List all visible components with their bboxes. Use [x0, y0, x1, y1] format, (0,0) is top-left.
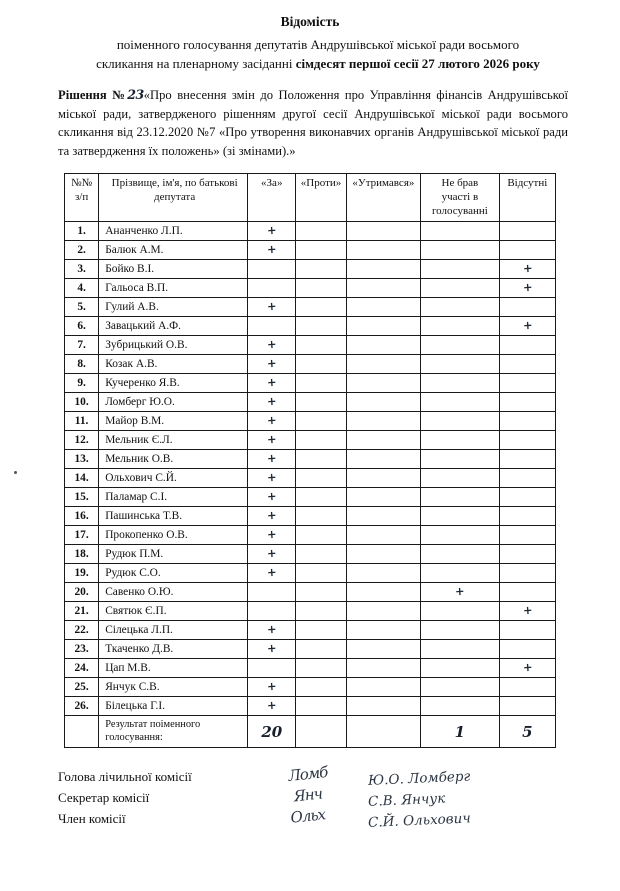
deputy-name: Святюк Є.П.	[99, 602, 248, 621]
vote-vidsutni: +	[499, 279, 555, 298]
column-header-proty: «Проти»	[296, 174, 346, 222]
deputy-name: Білецька Г.І.	[99, 697, 248, 716]
vote-utrymavsya	[346, 317, 420, 336]
decision-label: Рішення №	[58, 87, 128, 102]
vote-proty	[296, 564, 346, 583]
vote-utrymavsya	[346, 621, 420, 640]
vote-proty	[296, 640, 346, 659]
vote-vidsutni	[499, 583, 555, 602]
vote-nebrav	[421, 317, 499, 336]
deputy-number: 19.	[65, 564, 99, 583]
deputy-number: 18.	[65, 545, 99, 564]
deputy-number: 26.	[65, 697, 99, 716]
table-row	[65, 488, 556, 507]
table-row	[65, 583, 556, 602]
vote-vidsutni: +	[499, 317, 555, 336]
vote-utrymavsya	[346, 336, 420, 355]
vote-vidsutni	[499, 488, 555, 507]
deputy-number: 1.	[65, 222, 99, 241]
vote-za: +	[248, 336, 296, 355]
deputy-number: 16.	[65, 507, 99, 526]
table-row	[65, 564, 556, 583]
vote-nebrav	[421, 241, 499, 260]
deputy-name: Майор В.М.	[99, 412, 248, 431]
deputy-number: 13.	[65, 450, 99, 469]
column-header-nebrav-line3: голосуванні	[431, 204, 488, 217]
signature-mark: Ольх	[289, 805, 326, 828]
column-header-za: «За»	[248, 174, 296, 222]
vote-proty	[296, 678, 346, 697]
table-row	[65, 507, 556, 526]
subtitle-line-2-prefix: скликання на пленарному засіданні	[96, 55, 296, 71]
deputy-number: 14.	[65, 469, 99, 488]
signature-name: С.Й. Ольхович	[367, 810, 472, 832]
vote-utrymavsya	[346, 488, 420, 507]
vote-nebrav	[421, 469, 499, 488]
vote-nebrav	[421, 564, 499, 583]
deputy-number: 6.	[65, 317, 99, 336]
vote-utrymavsya	[346, 678, 420, 697]
vote-nebrav	[421, 412, 499, 431]
vote-utrymavsya	[346, 260, 420, 279]
vote-nebrav	[421, 222, 499, 241]
deputy-name: Мельник О.В.	[99, 450, 248, 469]
vote-za: +	[248, 697, 296, 716]
signature-role: Голова лічильної комісії	[58, 769, 192, 785]
table-row	[65, 526, 556, 545]
table-row	[65, 545, 556, 564]
result-proty	[296, 716, 346, 748]
table-header	[65, 174, 556, 222]
vote-proty	[296, 431, 346, 450]
table-row	[65, 374, 556, 393]
vote-nebrav	[421, 450, 499, 469]
deputy-name: Балюк А.М.	[99, 241, 248, 260]
vote-proty	[296, 317, 346, 336]
table-row	[65, 621, 556, 640]
deputy-number: 11.	[65, 412, 99, 431]
vote-vidsutni	[499, 640, 555, 659]
vote-nebrav	[421, 431, 499, 450]
vote-proty	[296, 507, 346, 526]
deputy-name: Бойко В.І.	[99, 260, 248, 279]
table-row	[65, 697, 556, 716]
table-row	[65, 640, 556, 659]
vote-nebrav	[421, 355, 499, 374]
table-header-row	[65, 174, 556, 222]
deputy-number: 15.	[65, 488, 99, 507]
deputy-name: Мельник Є.Л.	[99, 431, 248, 450]
vote-proty	[296, 697, 346, 716]
vote-za	[248, 279, 296, 298]
table-row	[65, 279, 556, 298]
voting-table	[64, 173, 556, 748]
vote-proty	[296, 374, 346, 393]
vote-utrymavsya	[346, 393, 420, 412]
column-header-nebrav-line1: Не брав	[441, 177, 479, 190]
vote-utrymavsya	[346, 640, 420, 659]
deputy-name: Цап М.В.	[99, 659, 248, 678]
vote-za: +	[248, 640, 296, 659]
deputy-name: Зубрицький О.В.	[99, 336, 248, 355]
vote-za	[248, 659, 296, 678]
vote-nebrav	[421, 374, 499, 393]
deputy-name: Паламар С.І.	[99, 488, 248, 507]
table-row	[65, 431, 556, 450]
vote-proty	[296, 583, 346, 602]
signature-mark: Янч	[292, 784, 323, 806]
deputy-number: 5.	[65, 298, 99, 317]
vote-proty	[296, 526, 346, 545]
vote-za: +	[248, 678, 296, 697]
vote-vidsutni	[499, 241, 555, 260]
table-body	[65, 222, 556, 716]
table-row	[65, 336, 556, 355]
vote-za: +	[248, 222, 296, 241]
result-za: 20	[248, 716, 296, 748]
vote-nebrav	[421, 393, 499, 412]
vote-utrymavsya	[346, 279, 420, 298]
vote-proty	[296, 336, 346, 355]
vote-za	[248, 260, 296, 279]
vote-proty	[296, 260, 346, 279]
vote-proty	[296, 450, 346, 469]
vote-nebrav	[421, 678, 499, 697]
result-label	[99, 716, 248, 748]
vote-za	[248, 602, 296, 621]
deputy-number: 21.	[65, 602, 99, 621]
deputy-name: Ломберг Ю.О.	[99, 393, 248, 412]
vote-vidsutni: +	[499, 602, 555, 621]
vote-utrymavsya	[346, 355, 420, 374]
vote-vidsutni	[499, 431, 555, 450]
subtitle-line-1: поіменного голосування депутатів Андрушівської міської ради восьмого	[116, 37, 520, 52]
vote-za: +	[248, 526, 296, 545]
vote-proty	[296, 279, 346, 298]
deputy-number: 4.	[65, 279, 99, 298]
vote-nebrav: +	[421, 583, 499, 602]
vote-proty	[296, 298, 346, 317]
vote-vidsutni	[499, 564, 555, 583]
deputy-name: Гулий А.В.	[99, 298, 248, 317]
column-header-number-line1: №№	[71, 177, 93, 190]
deputy-name: Пашинська Т.В.	[99, 507, 248, 526]
deputy-number: 9.	[65, 374, 99, 393]
vote-nebrav	[421, 640, 499, 659]
deputy-name: Козак А.В.	[99, 355, 248, 374]
deputy-number: 3.	[65, 260, 99, 279]
deputy-name: Янчук С.В.	[99, 678, 248, 697]
decision-paragraph	[58, 86, 568, 162]
vote-nebrav	[421, 602, 499, 621]
page-margin-dot	[14, 471, 17, 474]
vote-za: +	[248, 355, 296, 374]
vote-za: +	[248, 621, 296, 640]
table-row	[65, 412, 556, 431]
deputy-number: 2.	[65, 241, 99, 260]
subtitle-session-date: сімдесят першої сесії 27 лютого 2026 року	[295, 55, 540, 71]
result-utrymavsya	[346, 716, 420, 748]
column-header-vidsutni: Відсутні	[499, 174, 555, 222]
deputy-number: 20.	[65, 583, 99, 602]
vote-vidsutni: +	[499, 260, 555, 279]
vote-utrymavsya	[346, 526, 420, 545]
document-page	[0, 14, 620, 891]
deputy-name: Прокопенко О.В.	[99, 526, 248, 545]
vote-za: +	[248, 412, 296, 431]
deputy-number: 24.	[65, 659, 99, 678]
vote-proty	[296, 602, 346, 621]
vote-proty	[296, 355, 346, 374]
result-nebrav: 1	[421, 716, 499, 748]
vote-vidsutni	[499, 412, 555, 431]
vote-vidsutni	[499, 697, 555, 716]
vote-utrymavsya	[346, 545, 420, 564]
deputy-name: Савенко О.Ю.	[99, 583, 248, 602]
signature-name: С.В. Янчук	[367, 790, 446, 811]
deputy-name: Кучеренко Я.В.	[99, 374, 248, 393]
vote-vidsutni: +	[499, 659, 555, 678]
vote-nebrav	[421, 659, 499, 678]
vote-utrymavsya	[346, 659, 420, 678]
deputy-number: 10.	[65, 393, 99, 412]
signature-block	[0, 763, 620, 832]
column-header-nebrav	[421, 174, 499, 222]
vote-vidsutni	[499, 507, 555, 526]
result-vidsutni: 5	[499, 716, 555, 748]
vote-nebrav	[421, 507, 499, 526]
vote-vidsutni	[499, 545, 555, 564]
deputy-number: 12.	[65, 431, 99, 450]
vote-proty	[296, 469, 346, 488]
vote-proty	[296, 241, 346, 260]
vote-za: +	[248, 507, 296, 526]
vote-za: +	[248, 298, 296, 317]
vote-utrymavsya	[346, 298, 420, 317]
vote-nebrav	[421, 279, 499, 298]
vote-proty	[296, 545, 346, 564]
subtitle-line-2	[60, 55, 576, 74]
deputy-name: Ткаченко Д.В.	[99, 640, 248, 659]
signature-row	[58, 805, 620, 832]
table-row	[65, 602, 556, 621]
vote-utrymavsya	[346, 507, 420, 526]
vote-vidsutni	[499, 393, 555, 412]
vote-za	[248, 317, 296, 336]
vote-vidsutni	[499, 450, 555, 469]
deputy-number: 17.	[65, 526, 99, 545]
vote-vidsutni	[499, 336, 555, 355]
decision-number-handwritten: 23	[127, 86, 144, 102]
result-empty-number	[65, 716, 99, 748]
vote-za	[248, 583, 296, 602]
vote-utrymavsya	[346, 564, 420, 583]
vote-utrymavsya	[346, 241, 420, 260]
result-label-line1: Результат поіменного	[105, 719, 201, 731]
deputy-name: Ольхович С.Й.	[99, 469, 248, 488]
column-header-utrymavsya: «Утримався»	[346, 174, 420, 222]
vote-utrymavsya	[346, 374, 420, 393]
table-row	[65, 469, 556, 488]
table-footer	[65, 716, 556, 748]
vote-nebrav	[421, 697, 499, 716]
signature-role: Член комісії	[58, 811, 126, 827]
vote-za: +	[248, 393, 296, 412]
deputy-name: Ананченко Л.П.	[99, 222, 248, 241]
page-title: Відомість	[280, 14, 340, 29]
vote-utrymavsya	[346, 469, 420, 488]
column-header-number	[65, 174, 99, 222]
vote-proty	[296, 659, 346, 678]
deputy-name: Завацький А.Ф.	[99, 317, 248, 336]
signature-name: Ю.О. Ломберг	[367, 768, 471, 790]
column-header-name: Прізвище, ім'я, по батькові депутата	[99, 174, 248, 222]
vote-utrymavsya	[346, 602, 420, 621]
column-header-number-line2: з/п	[74, 191, 89, 203]
vote-proty	[296, 393, 346, 412]
vote-proty	[296, 412, 346, 431]
table-row	[65, 678, 556, 697]
table-row	[65, 222, 556, 241]
deputy-number: 8.	[65, 355, 99, 374]
deputy-number: 22.	[65, 621, 99, 640]
signature-mark: Ломб	[287, 763, 329, 786]
table-row	[65, 298, 556, 317]
vote-za: +	[248, 241, 296, 260]
vote-za: +	[248, 450, 296, 469]
vote-nebrav	[421, 545, 499, 564]
vote-vidsutni	[499, 678, 555, 697]
vote-utrymavsya	[346, 697, 420, 716]
vote-proty	[296, 488, 346, 507]
vote-za: +	[248, 374, 296, 393]
vote-vidsutni	[499, 526, 555, 545]
vote-vidsutni	[499, 298, 555, 317]
vote-vidsutni	[499, 355, 555, 374]
vote-nebrav	[421, 488, 499, 507]
vote-za: +	[248, 469, 296, 488]
deputy-number: 7.	[65, 336, 99, 355]
vote-vidsutni	[499, 469, 555, 488]
vote-vidsutni	[499, 222, 555, 241]
vote-nebrav	[421, 260, 499, 279]
table-row	[65, 355, 556, 374]
table-row	[65, 659, 556, 678]
vote-vidsutni	[499, 621, 555, 640]
column-header-nebrav-line2: участі в	[441, 191, 479, 203]
vote-vidsutni	[499, 374, 555, 393]
deputy-number: 23.	[65, 640, 99, 659]
vote-proty	[296, 621, 346, 640]
decision-text: «Про внесення змін до Положення про Управління фінансів Андрушівської міської ради, затвердженого рішенням другої сесії Андрушівської міської ради восьмого скликання від 23.12.2020 №7 «Про утворення виконавчих органів Андрушівської міської ради та затвердження їх положень» (зі змінами).»	[58, 87, 569, 159]
table-row	[65, 450, 556, 469]
vote-proty	[296, 222, 346, 241]
deputy-name: Гальоса В.П.	[99, 279, 248, 298]
table-row	[65, 260, 556, 279]
result-label-line2: голосування:	[105, 731, 163, 743]
vote-nebrav	[421, 336, 499, 355]
vote-utrymavsya	[346, 583, 420, 602]
vote-utrymavsya	[346, 412, 420, 431]
vote-utrymavsya	[346, 222, 420, 241]
deputy-number: 25.	[65, 678, 99, 697]
deputy-name: Рудюк П.М.	[99, 545, 248, 564]
table-row	[65, 317, 556, 336]
table-row-result	[65, 716, 556, 748]
vote-za: +	[248, 564, 296, 583]
vote-za: +	[248, 488, 296, 507]
vote-nebrav	[421, 621, 499, 640]
vote-utrymavsya	[346, 431, 420, 450]
deputy-name: Рудюк С.О.	[99, 564, 248, 583]
deputy-name: Сілецька Л.П.	[99, 621, 248, 640]
vote-za: +	[248, 545, 296, 564]
vote-za: +	[248, 431, 296, 450]
vote-nebrav	[421, 526, 499, 545]
document-subtitle	[60, 36, 576, 74]
vote-utrymavsya	[346, 450, 420, 469]
signature-role: Секретар комісії	[58, 790, 150, 806]
table-row	[65, 393, 556, 412]
vote-nebrav	[421, 298, 499, 317]
table-row	[65, 241, 556, 260]
